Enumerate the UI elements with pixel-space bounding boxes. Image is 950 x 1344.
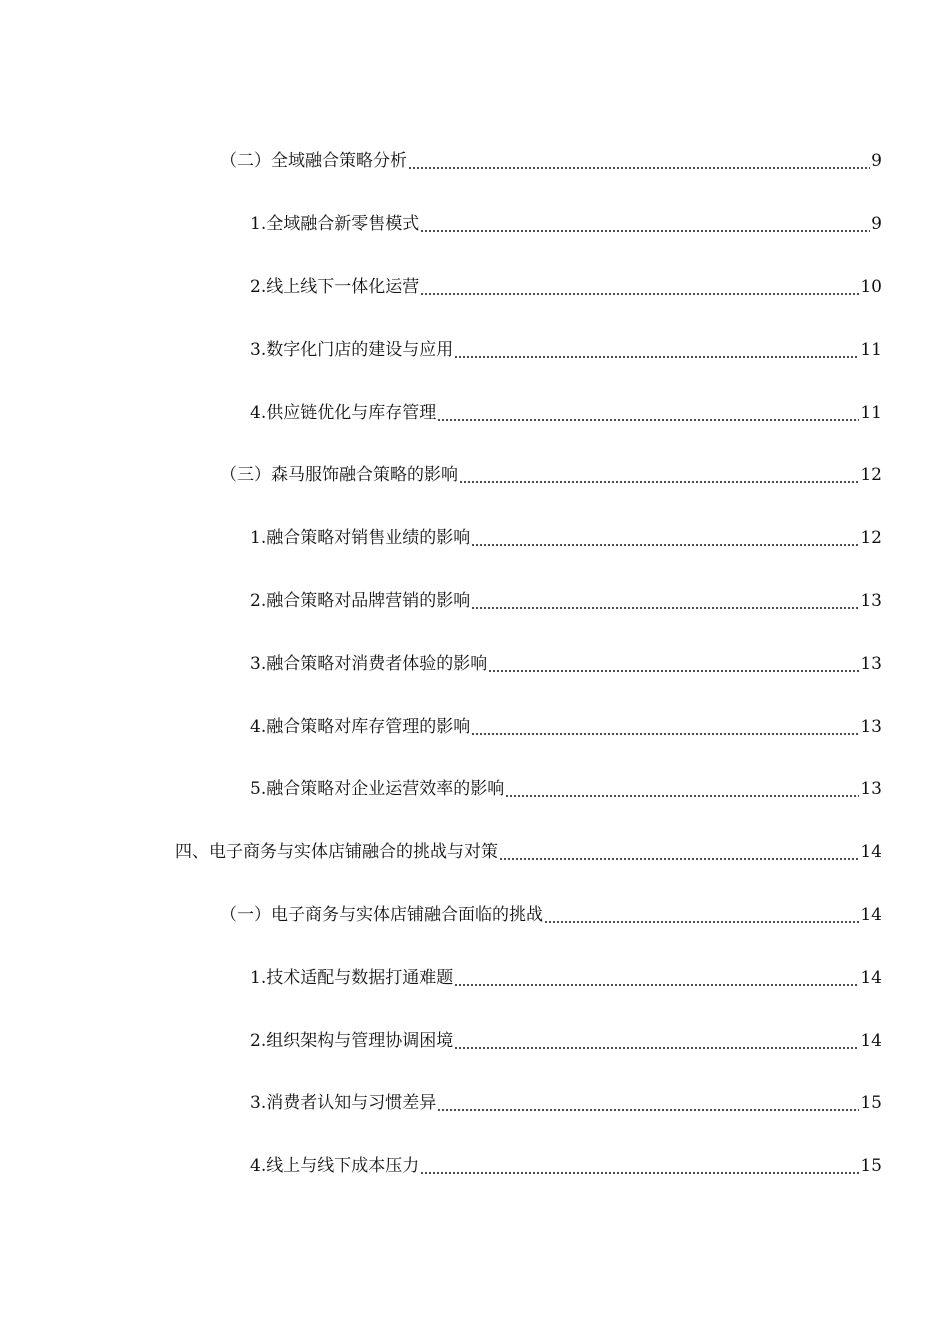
toc-dot-leader bbox=[420, 293, 859, 295]
toc-entry[interactable] bbox=[0, 946, 950, 1009]
toc-dot-leader bbox=[420, 1172, 859, 1174]
toc-entry-page: 13 bbox=[860, 653, 882, 674]
toc-dot-leader bbox=[471, 607, 859, 609]
toc-dot-leader bbox=[505, 795, 859, 797]
toc-entry-page: 14 bbox=[860, 904, 882, 925]
toc-entry-page: 9 bbox=[871, 214, 882, 235]
toc-entry[interactable] bbox=[0, 130, 950, 193]
toc-entry-label: （一）电子商务与实体店铺融合面临的挑战 bbox=[220, 904, 543, 925]
toc-entry[interactable] bbox=[0, 1009, 950, 1072]
toc-dot-leader bbox=[437, 419, 859, 421]
toc-entry-page: 10 bbox=[860, 276, 882, 297]
toc-entry-label: 5.融合策略对企业运营效率的影响 bbox=[250, 779, 505, 800]
toc-entry-page: 12 bbox=[860, 465, 882, 486]
toc-dot-leader bbox=[499, 858, 859, 860]
toc-entry-label: 1.全域融合新零售模式 bbox=[250, 214, 420, 235]
toc-entry-label: 3.消费者认知与习惯差异 bbox=[250, 1093, 437, 1114]
toc-entry-label: （二）全域融合策略分析 bbox=[220, 151, 407, 172]
toc-entry[interactable] bbox=[0, 884, 950, 947]
toc-entry-page: 13 bbox=[860, 779, 882, 800]
toc-entry-label: 2.组织架构与管理协调困境 bbox=[250, 1030, 454, 1051]
toc-entry-label: 3.融合策略对消费者体验的影响 bbox=[250, 653, 488, 674]
toc-dot-leader bbox=[471, 733, 859, 735]
toc-entry-label: 4.供应链优化与库存管理 bbox=[250, 402, 437, 423]
toc-entry-label: 1.技术适配与数据打通难题 bbox=[250, 967, 454, 988]
toc-dot-leader bbox=[454, 984, 859, 986]
toc-entry-label: 2.融合策略对品牌营销的影响 bbox=[250, 590, 471, 611]
toc-entry-label: 3.数字化门店的建设与应用 bbox=[250, 339, 454, 360]
toc-dot-leader bbox=[471, 544, 859, 546]
toc-dot-leader bbox=[437, 1109, 859, 1111]
toc-entry-label: （三）森马服饰融合策略的影响 bbox=[220, 465, 458, 486]
toc-entry-page: 15 bbox=[860, 1093, 882, 1114]
toc-dot-leader bbox=[488, 670, 859, 672]
toc-entry-label: 1.融合策略对销售业绩的影响 bbox=[250, 528, 471, 549]
toc-entry-label: 4.线上与线下成本压力 bbox=[250, 1156, 420, 1177]
toc-entry[interactable] bbox=[0, 570, 950, 633]
toc-entry-page: 14 bbox=[860, 967, 882, 988]
toc-dot-leader bbox=[544, 921, 859, 923]
toc-entry[interactable] bbox=[0, 1072, 950, 1135]
toc-entry[interactable] bbox=[0, 507, 950, 570]
toc-entry[interactable] bbox=[0, 318, 950, 381]
toc-entry[interactable] bbox=[0, 821, 950, 884]
toc-dot-leader bbox=[420, 230, 870, 232]
toc-entry-page: 11 bbox=[860, 339, 882, 360]
toc-entry-page: 15 bbox=[860, 1156, 882, 1177]
toc-entry-page: 13 bbox=[860, 590, 882, 611]
toc-entry-label: 四、电子商务与实体店铺融合的挑战与对策 bbox=[175, 842, 498, 863]
toc-dot-leader bbox=[454, 356, 859, 358]
toc-entry-page: 11 bbox=[860, 402, 882, 423]
toc-entry-page: 14 bbox=[860, 1030, 882, 1051]
toc-dot-leader bbox=[408, 167, 870, 169]
toc-entry[interactable] bbox=[0, 444, 950, 507]
toc-entry[interactable] bbox=[0, 256, 950, 319]
toc-entry-page: 14 bbox=[860, 842, 882, 863]
toc-dot-leader bbox=[459, 481, 859, 483]
toc-entry[interactable] bbox=[0, 632, 950, 695]
toc-entry[interactable] bbox=[0, 695, 950, 758]
toc-entry-page: 13 bbox=[860, 716, 882, 737]
table-of-contents bbox=[0, 130, 950, 1198]
toc-entry-label: 4.融合策略对库存管理的影响 bbox=[250, 716, 471, 737]
toc-dot-leader bbox=[454, 1047, 859, 1049]
toc-entry[interactable] bbox=[0, 193, 950, 256]
toc-entry[interactable] bbox=[0, 381, 950, 444]
toc-entry-label: 2.线上线下一体化运营 bbox=[250, 276, 420, 297]
toc-entry[interactable] bbox=[0, 758, 950, 821]
toc-entry[interactable] bbox=[0, 1135, 950, 1198]
toc-entry-page: 9 bbox=[871, 151, 882, 172]
toc-entry-page: 12 bbox=[860, 528, 882, 549]
